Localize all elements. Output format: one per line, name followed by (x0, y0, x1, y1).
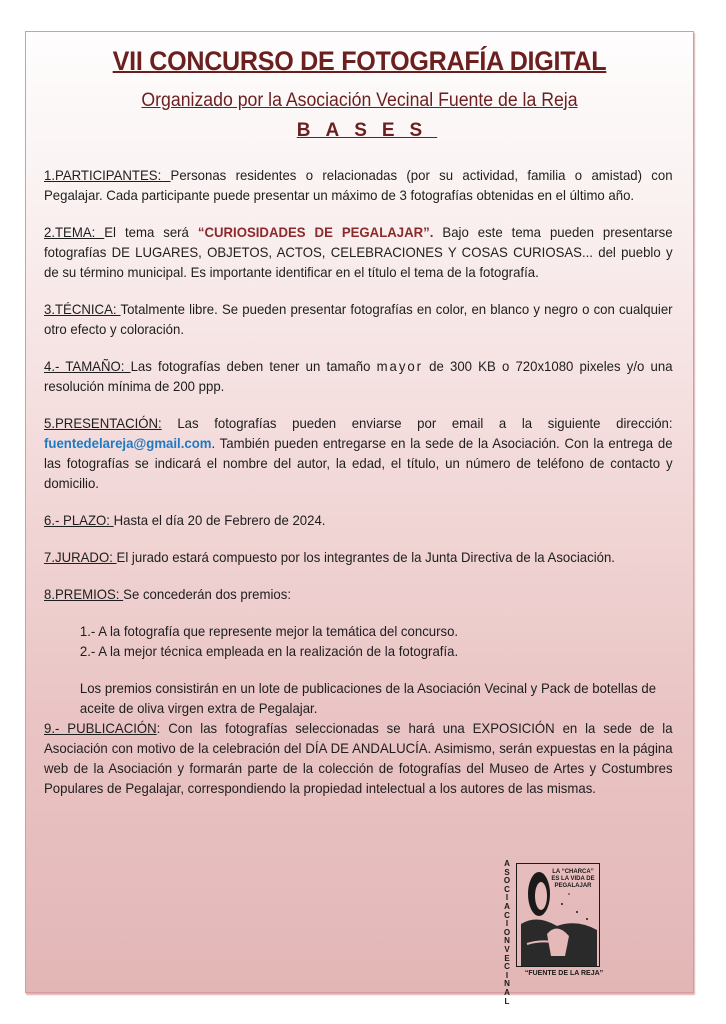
rule-plazo (44, 511, 673, 531)
rules-body (44, 166, 673, 816)
rule-text: El jurado estará compuesto por los integrantes de la Junta Directiva de la Asociación. (116, 550, 615, 565)
rule-tema (44, 223, 673, 283)
rule-text: Personas residentes o relacionadas (por su actividad, familia o amistad) con Pegalajar. Cada participante puede presentar un máximo de 3 fotografías obtenidas en el último año. (44, 168, 673, 203)
logo-motto: LA “CHARCA” ES LA VIDA DE PEGALAJAR (551, 869, 595, 889)
rule-label: 7.JURADO: (44, 550, 117, 565)
rule-text: . También pueden entregarse en la sede de la Asociación. Con la entrega de las fotografías se indicará el nombre del autor, la edad, el título, un número de teléfono de contacto y domicilio. (44, 436, 673, 491)
rule-label: 4.- TAMAÑO: (44, 359, 131, 374)
rule-presentacion (44, 414, 673, 494)
rule-label: 9.- PUBLICACIÓN (44, 721, 157, 736)
logo-vertical-text: A S O C I A C I O N V E C I N A L (503, 859, 511, 1006)
rule-label: 8.PREMIOS: (44, 587, 124, 602)
section-heading-bases: BASES (296, 120, 438, 141)
rule-text: : Con las fotografías seleccionadas se hará una EXPOSICIÓN en la sede de la Asociación con motivo de la celebración del DÍA DE ANDALUCÍA. Asimismo, serán expuestas en la página web de la Asociación y formarán parte de la colección de fotografías del Museo de Artes y Costumbres Populares de Pegalajar, correspondiendo la propiedad intelectual a los autores de las mismas. (44, 721, 673, 796)
logo-name: “FUENTE DE LA REJA” (524, 970, 604, 977)
prize-list (44, 622, 673, 662)
rule-text: Hasta el día 20 de Febrero de 2024. (113, 513, 326, 528)
rule-tamano (44, 357, 673, 397)
prize-item: 1.- A la fotografía que represente mejor la temática del concurso. (79, 624, 459, 639)
rule-jurado (44, 548, 673, 568)
rule-text: de 300 KB o 720x1080 pixeles y/o una resolución mínima de 200 ppp. (44, 359, 673, 394)
rule-premios (44, 585, 673, 605)
prize-item: 2.- A la mejor técnica empleada en la realización de la fotografía. (79, 644, 459, 659)
document-subtitle: Organizado por la Asociación Vecinal Fuente de la Reja (141, 90, 578, 111)
rule-participantes (44, 166, 673, 206)
prize-note: Los premios consistirán en un lote de publicaciones de la Asociación Vecinal y Pack de botellas de aceite de oliva virgen extra de Pegalajar. (79, 681, 657, 716)
rule-text-spaced: mayor (376, 359, 423, 374)
rule-text: Las fotografías deben tener un tamaño (130, 359, 377, 374)
rule-label: 6.- PLAZO: (44, 513, 114, 528)
rule-text: Se concederán dos premios: (123, 587, 292, 602)
logo-frame (516, 863, 600, 967)
document-page (25, 31, 694, 1006)
rule-publicacion (44, 719, 673, 799)
rule-text: Totalmente libre. Se pueden presentar fotografías en color, en blanco y negro o con cualquier otro efecto y coloración. (44, 302, 673, 337)
rule-text: Bajo este tema pueden presentarse fotografías DE LUGARES, OBJETOS, ACTOS, CELEBRACIONES Y COSAS CURIOSAS... del pueblo y de su término municipal. Es importante identificar en el título el tema de la fotografía. (44, 225, 673, 280)
rule-label: 1.PARTICIPANTES: (44, 168, 171, 183)
rule-label: 2.TEMA: (44, 225, 105, 240)
email-link[interactable]: fuentedelareja@gmail.com (44, 436, 212, 451)
rule-label: 3.TÉCNICA: (44, 302, 121, 317)
rule-text: Las fotografías pueden enviarse por email a la siguiente dirección: (161, 416, 673, 431)
rule-label: 5.PRESENTACIÓN: (44, 416, 162, 431)
document-title: VII CONCURSO DE FOTOGRAFÍA DIGITAL (112, 46, 607, 76)
theme-highlight: “CURIOSIDADES DE PEGALAJAR”. (197, 225, 434, 240)
association-logo (502, 858, 632, 1006)
rule-text: El tema será (104, 225, 198, 240)
rule-tecnica (44, 300, 673, 340)
